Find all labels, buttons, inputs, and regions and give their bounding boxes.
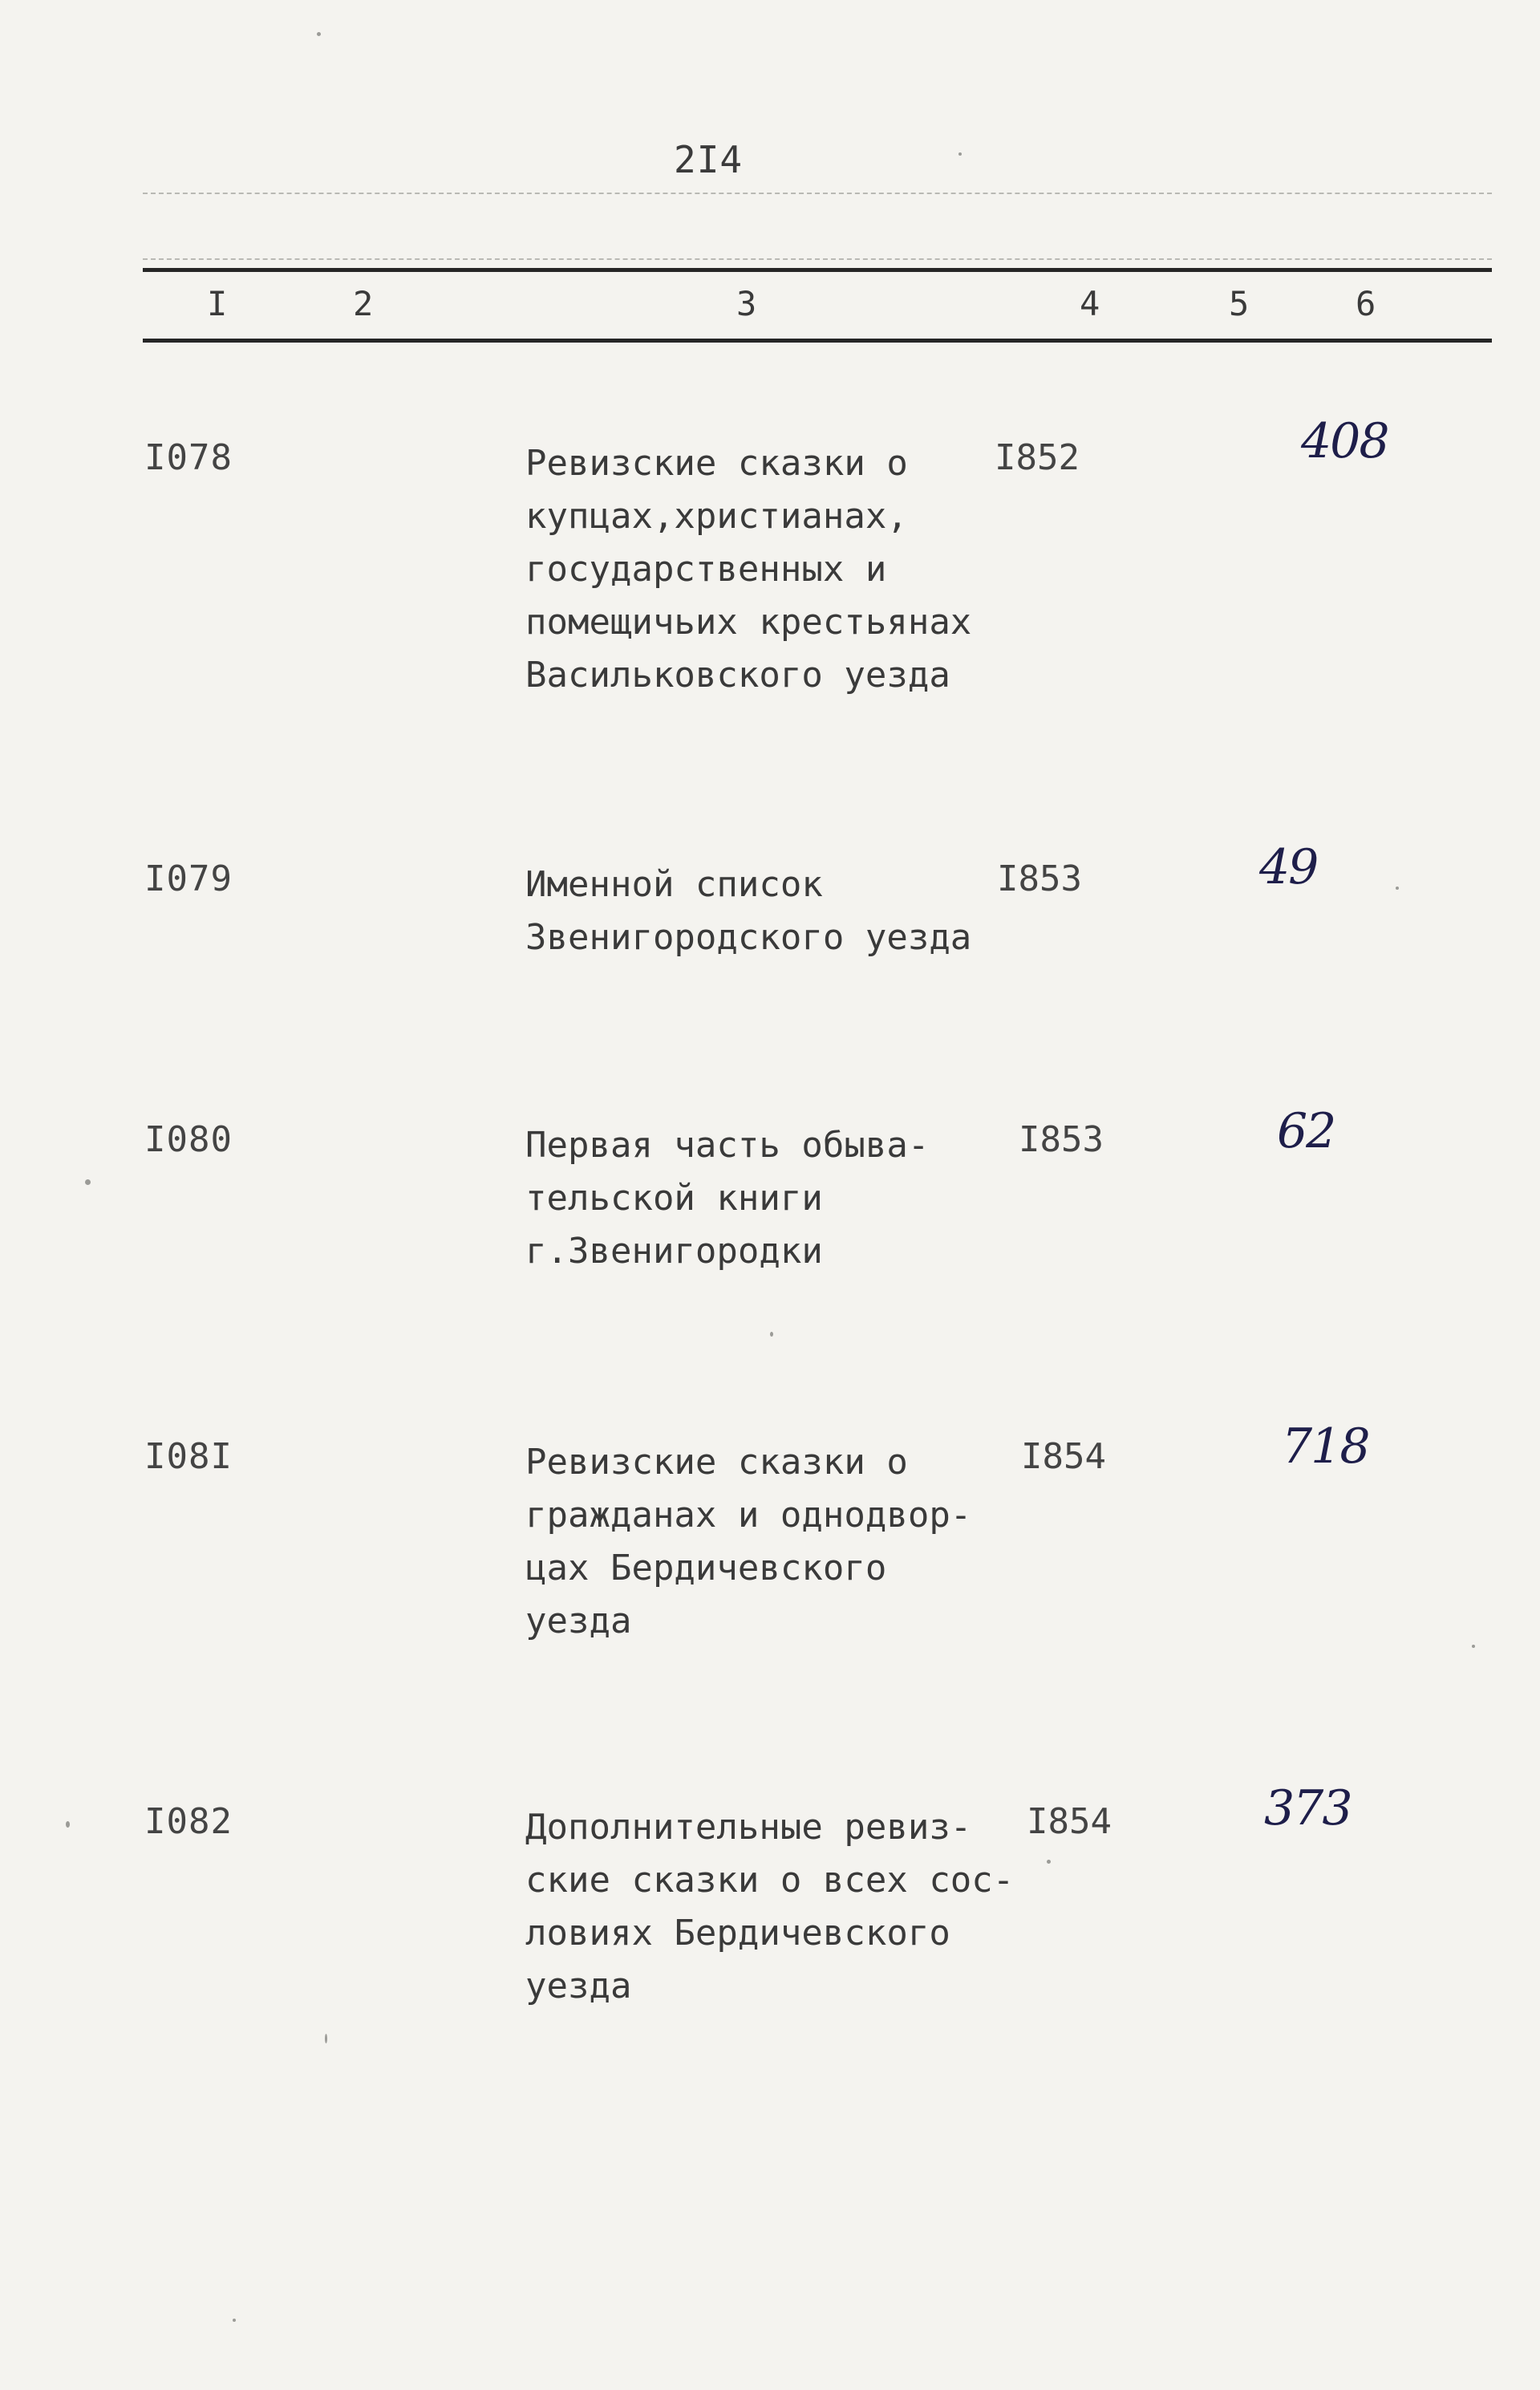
record-number: I078 — [144, 437, 233, 478]
scan-speck — [1047, 1860, 1051, 1864]
record-title — [525, 1119, 1023, 1278]
scan-speck — [1396, 887, 1399, 890]
record-number: I082 — [144, 1801, 233, 1842]
record-title-line: Звенигородского уезда — [525, 917, 972, 958]
dashed-guide-line-bottom — [143, 258, 1492, 260]
record-title-line: Именной список — [525, 864, 823, 905]
scan-speck — [66, 1821, 70, 1828]
record-year: I854 — [1021, 1436, 1106, 1477]
record-title-line: помещичьих крестьянах — [525, 602, 972, 643]
column-header-3: 3 — [736, 284, 757, 323]
record-title-line: Ревизские сказки о — [525, 1442, 908, 1483]
scan-speck — [325, 2034, 327, 2043]
record-number: I079 — [144, 858, 233, 899]
record-title-line: Дополнительные ревиз- — [525, 1807, 972, 1848]
table-header-bottom-rule — [143, 339, 1492, 343]
record-title-line: Васильковского уезда — [525, 655, 950, 696]
record-number: I080 — [144, 1119, 233, 1160]
record-sheet-count: 62 — [1277, 1103, 1335, 1159]
page-number: 2I4 — [674, 138, 744, 181]
column-header-4: 4 — [1080, 284, 1100, 323]
record-title-line: цах Бердичевского — [525, 1548, 887, 1589]
record-year: I854 — [1027, 1801, 1112, 1842]
record-title-line: тельской книги — [525, 1178, 823, 1219]
scan-speck — [85, 1179, 91, 1185]
record-year: I853 — [997, 858, 1082, 899]
record-number: I08I — [144, 1436, 233, 1477]
scan-speck — [317, 32, 321, 36]
record-title-line: Ревизские сказки о — [525, 443, 908, 484]
record-sheet-count: 373 — [1264, 1780, 1352, 1836]
record-title — [525, 858, 1023, 964]
record-sheet-count: 408 — [1301, 413, 1388, 469]
record-title — [525, 437, 1023, 702]
record-sheet-count: 49 — [1259, 839, 1318, 895]
record-title — [525, 1436, 1023, 1648]
column-header-2: 2 — [353, 284, 374, 323]
record-title-line: уезда — [525, 1601, 632, 1641]
record-title-line: гражданах и однодвор- — [525, 1495, 972, 1536]
record-title-line: Первая часть обыва- — [525, 1125, 930, 1166]
record-year: I853 — [1019, 1119, 1104, 1160]
table-header-top-rule — [143, 268, 1492, 272]
column-header-6: 6 — [1356, 284, 1376, 323]
record-sheet-count: 718 — [1282, 1418, 1369, 1475]
record-title-line: купцах,христианах, — [525, 496, 908, 537]
scan-speck — [1472, 1645, 1475, 1648]
scan-speck — [958, 152, 962, 156]
scan-speck — [770, 1332, 773, 1337]
record-title-line: г.Звенигородки — [525, 1231, 823, 1272]
column-header-1: I — [207, 284, 228, 323]
record-title-line: ловиях Бердичевского — [525, 1913, 950, 1954]
scan-speck — [233, 2319, 236, 2322]
record-title-line: уезда — [525, 1966, 632, 2007]
record-title-line: государственных и — [525, 549, 887, 590]
column-header-5: 5 — [1229, 284, 1250, 323]
record-title — [525, 1801, 1023, 2013]
dashed-guide-line-top — [143, 193, 1492, 194]
record-year: I852 — [995, 437, 1080, 478]
record-title-line: ские сказки о всех сос- — [525, 1860, 1015, 1901]
